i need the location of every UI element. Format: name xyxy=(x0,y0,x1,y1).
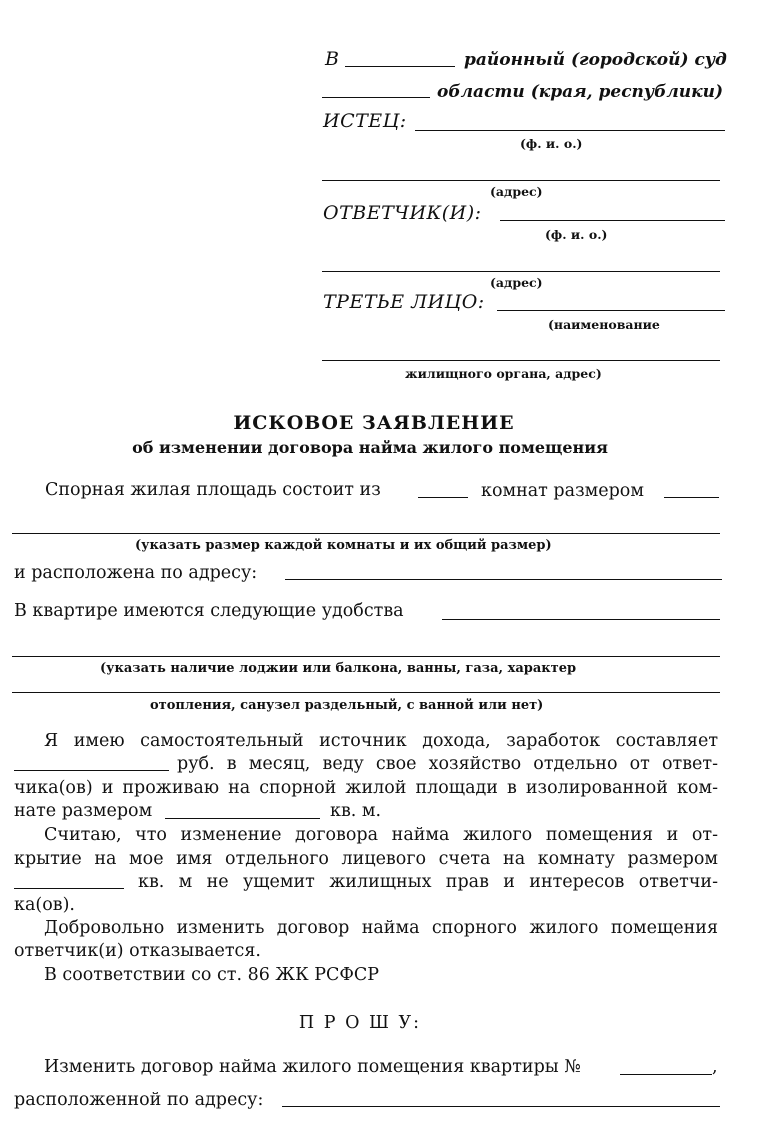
document-subtitle: об изменении договора найма жилого помещения xyxy=(132,438,608,457)
court-prefix: В xyxy=(325,48,340,70)
p1-line4a: нате размером xyxy=(14,801,153,821)
third-party-note: (наименование xyxy=(548,317,660,332)
amenities-note-2: отопления, санузел раздельный, с ванной или нет) xyxy=(150,698,544,713)
location-text: и расположена по адресу: xyxy=(14,563,258,583)
separate-room-area-field[interactable] xyxy=(14,888,124,889)
apartment-number-field[interactable] xyxy=(620,1074,712,1075)
p3-line1: Добровольно изменить договор найма спорного жилого помещения xyxy=(44,918,718,938)
plaintiff-name-field[interactable] xyxy=(415,130,725,131)
p1-line3: чика(ов) и проживаю на спорной жилой площади в изолированной ком- xyxy=(14,778,718,798)
document-title: ИСКОВОЕ ЗАЯВЛЕНИЕ xyxy=(233,412,515,434)
area-note: (указать размер каждой комнаты и их общий размер) xyxy=(135,538,552,553)
room-sizes-line[interactable] xyxy=(12,533,720,534)
request-heading: П Р О Ш У: xyxy=(298,1013,422,1033)
amenities-line-2[interactable] xyxy=(12,656,720,657)
p1-line4b: кв. м. xyxy=(330,801,382,821)
area-start-text: Спорная жилая площадь состоит из xyxy=(45,480,381,500)
defendant-address-field[interactable] xyxy=(322,271,720,272)
third-party-field[interactable] xyxy=(497,310,725,311)
room-count-field[interactable] xyxy=(418,497,468,498)
defendant-label: ОТВЕТЧИК(И): xyxy=(323,202,482,224)
request-line2: расположенной по адресу: xyxy=(14,1090,264,1110)
region-label: области (края, республики) xyxy=(437,82,724,102)
amenities-text: В квартире имеются следующие удобства xyxy=(14,601,404,621)
p4-text: В соответствии со ст. 86 ЖК РСФСР xyxy=(44,965,380,985)
court-suffix: районный (городской) суд xyxy=(464,50,727,70)
income-field[interactable] xyxy=(14,770,169,771)
third-party-label: ТРЕТЬЕ ЛИЦО: xyxy=(323,291,485,313)
plaintiff-address-field[interactable] xyxy=(322,180,720,181)
defendant-address-note: (адрес) xyxy=(490,275,543,290)
amenities-line-3[interactable] xyxy=(12,692,720,693)
area-rooms-text: комнат размером xyxy=(481,481,644,501)
third-party-note-2: жилищного органа, адрес) xyxy=(405,366,602,381)
room-size-field[interactable] xyxy=(664,497,719,498)
housing-authority-field[interactable] xyxy=(322,360,720,361)
plaintiff-label: ИСТЕЦ: xyxy=(323,110,407,132)
request-line1: Изменить договор найма жилого помещения квартиры № xyxy=(44,1057,581,1077)
p2-line2: крытие на мое имя отдельного лицевого счета на комнату размером xyxy=(14,849,718,869)
defendant-note: (ф. и. о.) xyxy=(545,227,608,242)
p2-line1: Считаю, что изменение договора найма жилого помещения и от- xyxy=(44,825,718,845)
amenities-field[interactable] xyxy=(442,619,720,620)
p2-line3: кв. м не ущемит жилищных прав и интересов ответчи- xyxy=(138,872,718,892)
address-field[interactable] xyxy=(285,579,722,580)
p1-line2: руб. в месяц, веду свое хозяйство отдельно от ответ- xyxy=(177,754,718,774)
p3-line2: ответчик(и) отказывается. xyxy=(14,941,261,961)
plaintiff-note: (ф. и. о.) xyxy=(520,136,583,151)
p1-line1: Я имею самостоятельный источник дохода, заработок составляет xyxy=(44,731,718,751)
defendant-name-field[interactable] xyxy=(500,220,725,221)
room-area-field[interactable] xyxy=(165,818,320,819)
request-address-field[interactable] xyxy=(282,1106,720,1107)
region-field[interactable] xyxy=(322,97,430,98)
amenities-note-1: (указать наличие лоджии или балкона, ванны, газа, характер xyxy=(100,661,577,676)
plaintiff-address-note: (адрес) xyxy=(490,184,543,199)
request-comma: , xyxy=(712,1057,718,1077)
p2-line4: ка(ов). xyxy=(14,895,75,915)
court-name-field[interactable] xyxy=(345,66,455,67)
